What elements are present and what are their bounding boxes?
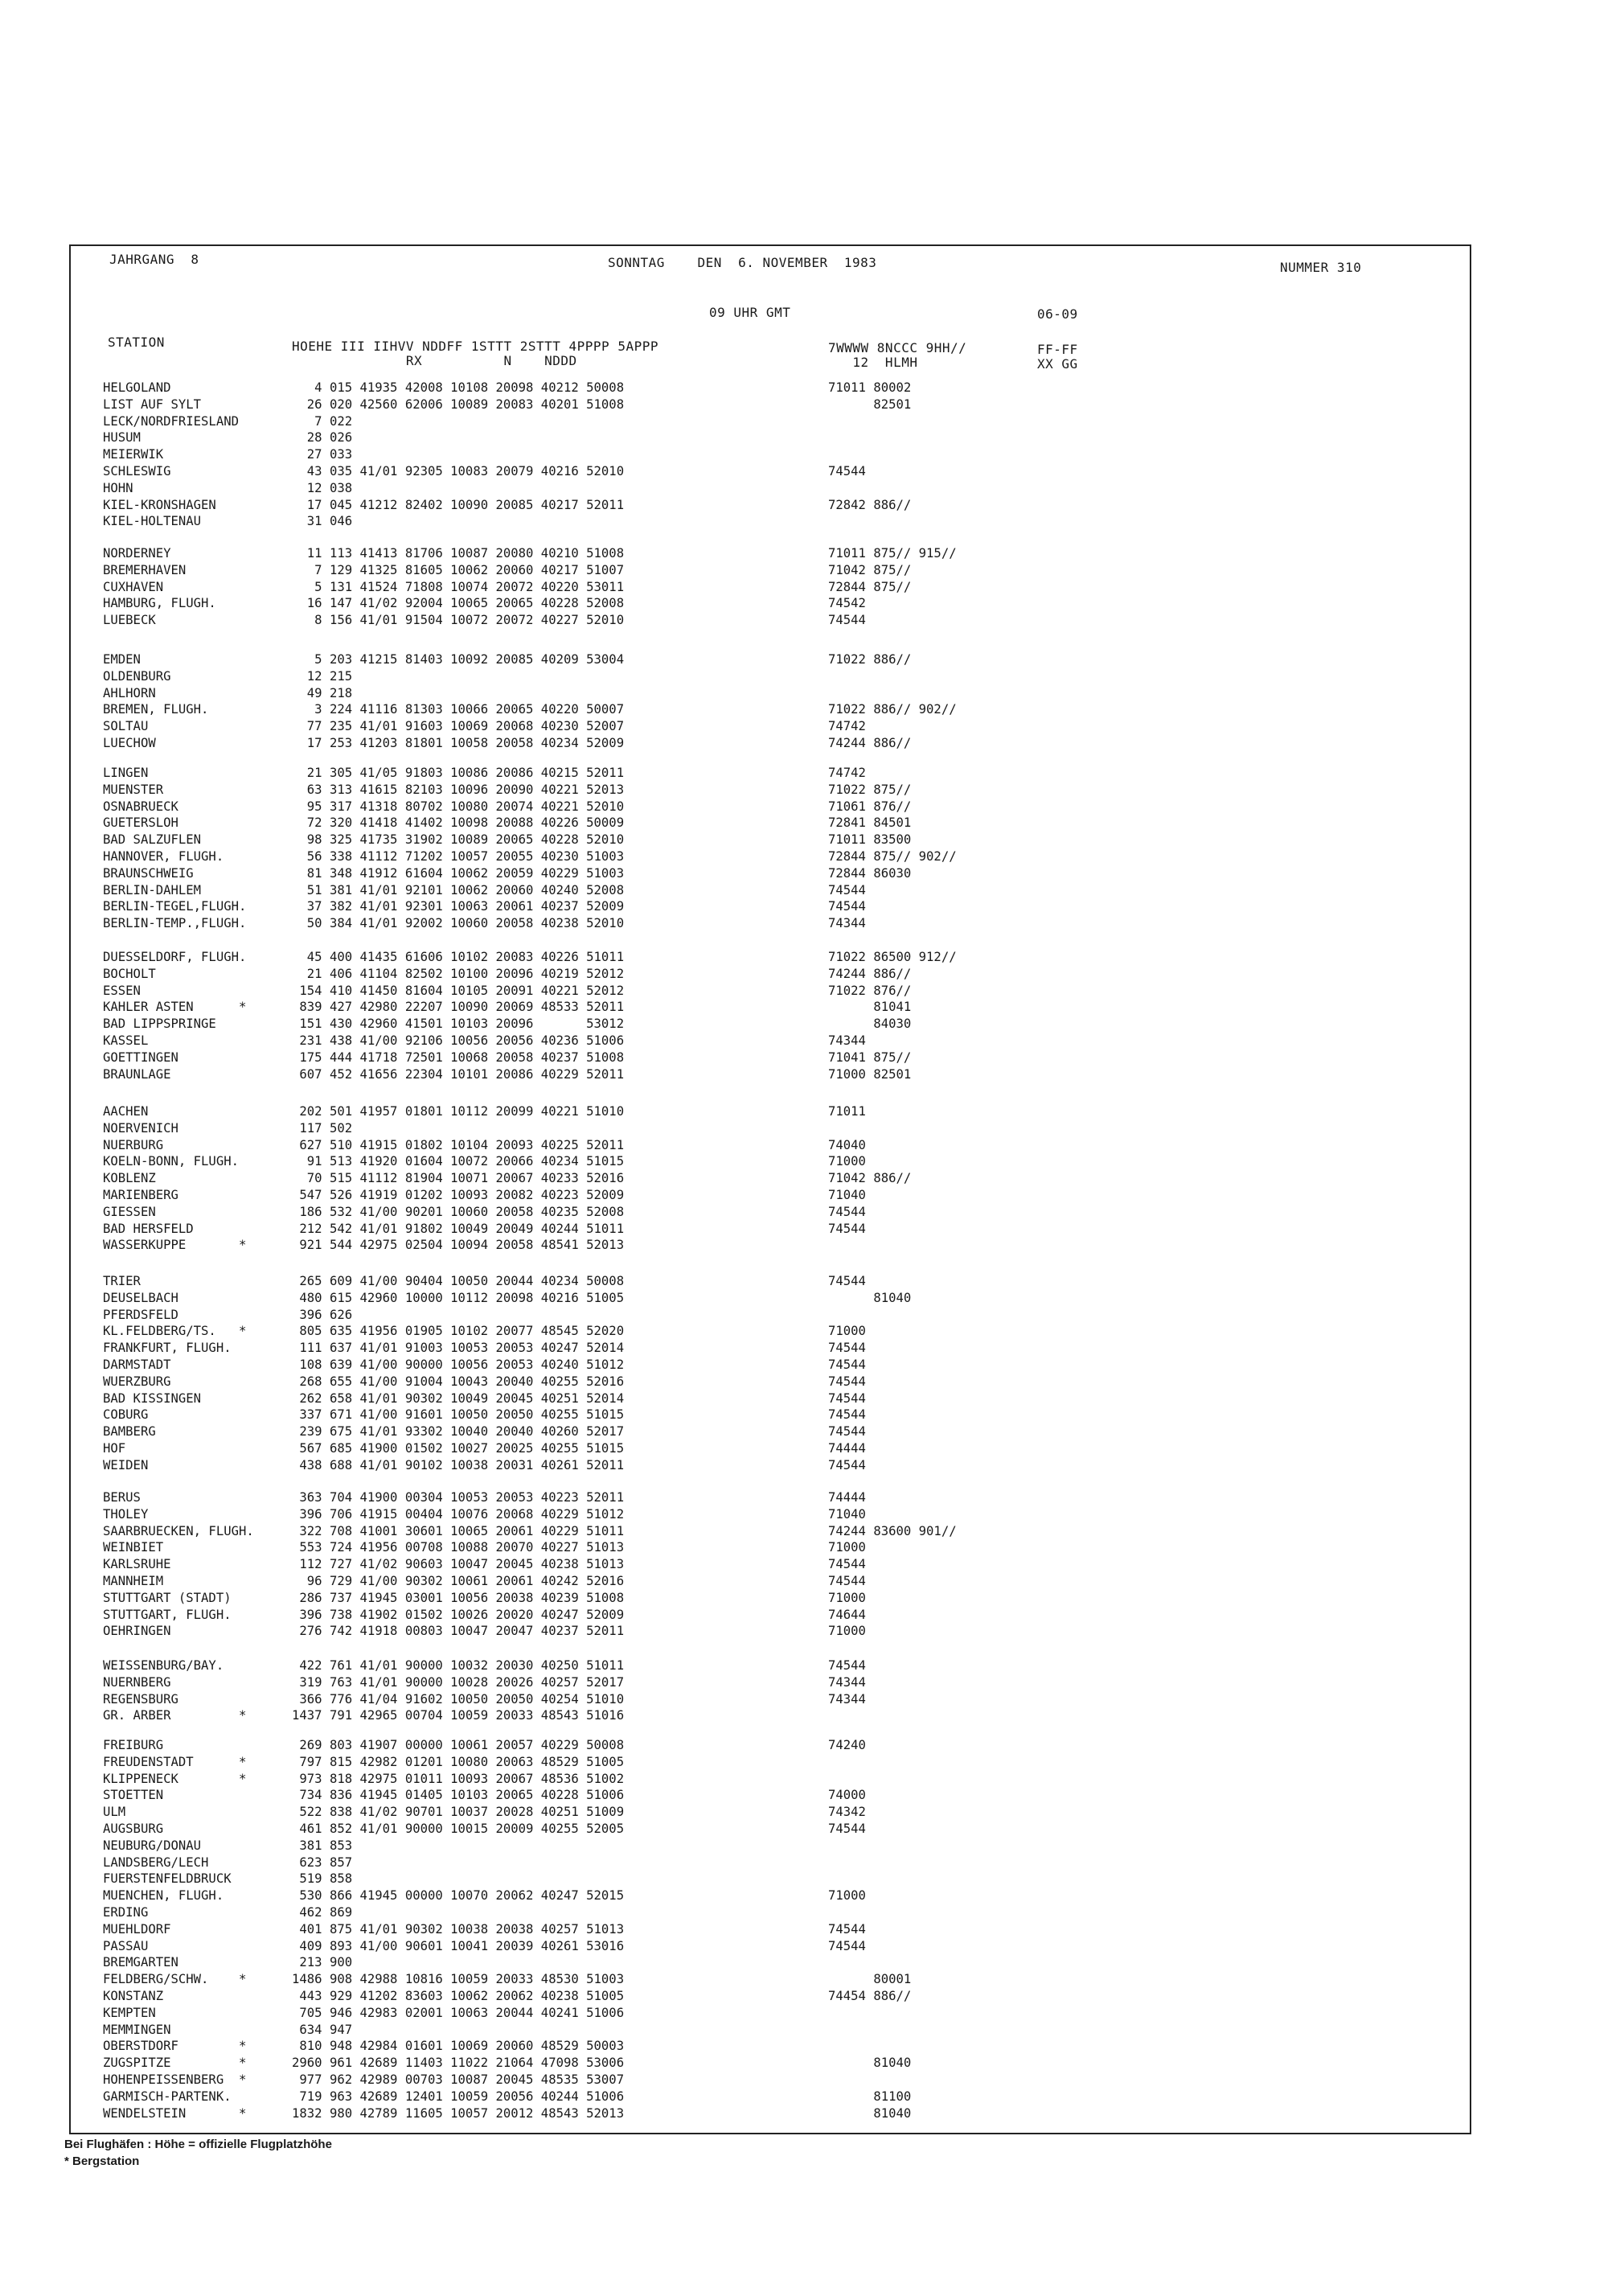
station-name: REGENSBURG (103, 1691, 178, 1707)
station-values: 921 544 42975 02504 10094 20058 48541 52013 (292, 1238, 625, 1253)
station-name: DARMSTADT (103, 1357, 171, 1372)
station-weather: 82501 (828, 396, 912, 412)
station-name: HOHN (103, 480, 133, 495)
station-values: 547 526 41919 01202 10093 20082 40223 52009 (292, 1188, 625, 1202)
station-name: GR. ARBER * (103, 1708, 247, 1723)
station-weather: 74040 (828, 1137, 866, 1152)
station-name: HUSUM (103, 430, 141, 446)
station-values: 276 742 41918 00803 10047 20047 40237 52011 (292, 1624, 625, 1639)
station-weather: 71042 875// (828, 562, 912, 577)
station-values: 977 962 42989 00703 10087 20045 48535 53007 (292, 2072, 625, 2087)
station-name: HANNOVER, FLUGH. (103, 849, 224, 864)
station-values: 21 305 41/05 91803 10086 20086 40215 52011 (292, 766, 625, 780)
volume-label: JAHRGANG 8 (109, 252, 199, 267)
station-name: GUETERSLOH (103, 815, 178, 831)
station-name: KASSEL (103, 1033, 149, 1048)
station-weather: 74544 (828, 1938, 866, 1953)
station-weather: 72844 86030 (828, 865, 912, 881)
station-values: 96 729 41/00 90302 10061 20061 40242 52016 (292, 1574, 625, 1588)
station-weather: 71042 886// (828, 1171, 912, 1186)
station-weather: 71040 (828, 1188, 866, 1202)
station-name: BREMERHAVEN (103, 562, 187, 577)
station-weather: 74454 886// (828, 1989, 912, 2003)
station-name: BERLIN-DAHLEM (103, 882, 202, 897)
station-name: MARIENBERG (103, 1188, 178, 1202)
station-values: 363 704 41900 00304 10053 20053 40223 52011 (292, 1490, 625, 1505)
footnote-mountain: * Bergstation (64, 2154, 140, 2168)
station-name: GIESSEN (103, 1204, 156, 1219)
station-values: 12 038 (292, 480, 353, 495)
col-group-header-1: HOEHE III IIHVV NDDFF 1STTT 2STTT 4PPPP 5APPP (292, 339, 658, 354)
station-weather: 81040 (828, 2105, 912, 2121)
station-name: EMDEN (103, 652, 141, 667)
station-name: HOHENPEISSENBERG * (103, 2072, 247, 2087)
station-values: 37 382 41/01 92301 10063 20061 40237 52009 (292, 899, 625, 914)
station-name: MANNHEIM (103, 1574, 164, 1588)
station-name: KOBLENZ (103, 1171, 156, 1186)
station-name: BAD LIPPSPRINGE (103, 1017, 216, 1032)
col-group-header-3: 7WWWW 8NCCC 9HH// (828, 340, 967, 355)
station-weather: 74244 886// (828, 966, 912, 981)
station-values: 839 427 42980 22207 10090 20069 48533 52011 (292, 1000, 625, 1015)
station-weather: 71011 (828, 1104, 866, 1119)
station-name: ERDING (103, 1905, 149, 1920)
station-name: OBERSTDORF * (103, 2039, 247, 2054)
station-values: 231 438 41/00 92106 10056 20056 40236 51006 (292, 1033, 625, 1048)
station-values: 117 502 (292, 1120, 353, 1136)
station-values: 91 513 41920 01604 10072 20066 40234 51015 (292, 1154, 625, 1169)
station-name: WEIDEN (103, 1457, 149, 1472)
station-values: 239 675 41/01 93302 10040 20040 40260 52017 (292, 1424, 625, 1440)
station-values: 530 866 41945 00000 10070 20062 40247 52015 (292, 1888, 625, 1904)
station-values: 5 131 41524 71808 10074 20072 40220 53011 (292, 579, 625, 594)
station-values: 337 671 41/00 91601 10050 20050 40255 51015 (292, 1407, 625, 1423)
station-values: 81 348 41912 61604 10062 20059 40229 51003 (292, 865, 625, 881)
station-name: FREIBURG (103, 1738, 164, 1752)
station-values: 213 900 (292, 1955, 353, 1970)
station-values: 607 452 41656 22304 10101 20086 40229 52011 (292, 1066, 625, 1082)
station-name: LINGEN (103, 766, 149, 780)
station-values: 634 947 (292, 2022, 353, 2037)
station-name: BAD HERSFELD (103, 1221, 194, 1236)
station-name: HOF (103, 1441, 126, 1456)
station-weather: 71022 886// 902// (828, 702, 957, 717)
station-values: 50 384 41/01 92002 10060 20058 40238 52010 (292, 916, 625, 931)
station-name: KIEL-HOLTENAU (103, 514, 202, 529)
station-values: 51 381 41/01 92101 10062 20060 40240 52008 (292, 882, 625, 897)
station-values: 381 853 (292, 1838, 353, 1853)
station-weather: 71011 80002 (828, 380, 912, 395)
period-label: 06-09 (1037, 306, 1078, 322)
station-values: 973 818 42975 01011 10093 20067 48536 51002 (292, 1771, 625, 1786)
station-values: 461 852 41/01 90000 10015 20009 40255 52005 (292, 1822, 625, 1836)
station-name: BREMEN, FLUGH. (103, 702, 209, 717)
station-weather: 71011 875// 915// (828, 546, 957, 561)
station-values: 212 542 41/01 91802 10049 20049 40244 51011 (292, 1221, 625, 1236)
station-values: 112 727 41/02 90603 10047 20045 40238 51013 (292, 1557, 625, 1572)
station-weather: 74742 (828, 719, 866, 734)
station-name: KOELN-BONN, FLUGH. (103, 1154, 239, 1169)
station-values: 175 444 41718 72501 10068 20058 40237 51008 (292, 1049, 625, 1065)
station-values: 3 224 41116 81303 10066 20065 40220 50007 (292, 702, 625, 717)
station-values: 319 763 41/01 90000 10028 20026 40257 52017 (292, 1674, 625, 1690)
station-weather: 74544 (828, 613, 866, 628)
col-group-header-5: FF-FF (1037, 342, 1078, 357)
station-values: 269 803 41907 00000 10061 20057 40229 50008 (292, 1738, 625, 1752)
station-name: OLDENBURG (103, 668, 171, 684)
station-name: BAD KISSINGEN (103, 1390, 202, 1406)
station-values: 366 776 41/04 91602 10050 20050 40254 51010 (292, 1691, 625, 1707)
station-name: KAHLER ASTEN * (103, 1000, 247, 1015)
station-values: 26 020 42560 62006 10089 20083 40201 51008 (292, 396, 625, 412)
station-name: OEHRINGEN (103, 1624, 171, 1639)
station-name: FUERSTENFELDBRUCK (103, 1871, 232, 1887)
station-values: 95 317 41318 80702 10080 20074 40221 52010 (292, 799, 625, 814)
station-values: 265 609 41/00 90404 10050 20044 40234 50008 (292, 1274, 625, 1288)
col-station-header: STATION (108, 335, 165, 350)
station-name: THOLEY (103, 1506, 149, 1522)
station-weather: 81040 (828, 2056, 912, 2071)
station-values: 11 113 41413 81706 10087 20080 40210 51008 (292, 546, 625, 561)
station-name: KEMPTEN (103, 2005, 156, 2020)
station-weather: 74544 (828, 464, 866, 479)
station-name: ESSEN (103, 983, 141, 998)
station-weather: 71061 876// (828, 799, 912, 814)
station-weather: 74544 (828, 1574, 866, 1588)
station-name: DUESSELDORF, FLUGH. (103, 950, 247, 964)
date-label: SONNTAG DEN 6. NOVEMBER 1983 (608, 255, 877, 270)
station-weather: 74542 (828, 596, 866, 611)
station-weather: 74342 (828, 1805, 866, 1820)
station-name: STOETTEN (103, 1788, 164, 1803)
station-values: 17 253 41203 81801 10058 20058 40234 52009 (292, 736, 625, 750)
station-values: 63 313 41615 82103 10096 20090 40221 52013 (292, 782, 625, 797)
station-weather: 74344 (828, 1691, 866, 1707)
station-name: ULM (103, 1805, 126, 1820)
station-name: BERUS (103, 1490, 141, 1505)
station-name: PFERDSFELD (103, 1307, 178, 1322)
station-values: 202 501 41957 01801 10112 20099 40221 51010 (292, 1104, 625, 1119)
station-weather: 71022 886// (828, 652, 912, 667)
station-name: FRANKFURT, FLUGH. (103, 1341, 232, 1356)
station-name: LUEBECK (103, 613, 156, 628)
station-weather: 71022 86500 912// (828, 950, 957, 964)
station-weather: 71000 (828, 1590, 866, 1605)
station-name: MUEHLDORF (103, 1921, 171, 1937)
station-name: SAARBRUECKEN, FLUGH. (103, 1523, 254, 1538)
station-values: 719 963 42689 12401 10059 20056 40244 51006 (292, 2089, 625, 2104)
station-values: 322 708 41001 30601 10065 20061 40229 51011 (292, 1523, 625, 1538)
station-weather: 74544 (828, 1424, 866, 1440)
station-values: 16 147 41/02 92004 10065 20065 40228 52008 (292, 596, 625, 611)
station-values: 28 026 (292, 430, 353, 446)
station-name: STUTTGART, FLUGH. (103, 1607, 232, 1622)
station-values: 70 515 41112 81904 10071 20067 40233 52016 (292, 1171, 625, 1186)
station-name: AACHEN (103, 1104, 149, 1119)
station-values: 286 737 41945 03001 10056 20038 40239 51008 (292, 1590, 625, 1605)
station-weather: 81100 (828, 2089, 912, 2104)
station-name: AUGSBURG (103, 1822, 164, 1836)
station-weather: 74544 (828, 1407, 866, 1423)
station-values: 262 658 41/01 90302 10049 20045 40251 52014 (292, 1390, 625, 1406)
station-name: STUTTGART (STADT) (103, 1590, 232, 1605)
station-name: NUERBURG (103, 1137, 164, 1152)
col-group-header-6: XX GG (1037, 356, 1078, 372)
station-values: 268 655 41/00 91004 10043 20040 40255 52016 (292, 1374, 625, 1389)
station-values: 705 946 42983 02001 10063 20044 40241 51006 (292, 2005, 625, 2020)
station-name: TRIER (103, 1274, 141, 1288)
station-weather: 71022 876// (828, 983, 912, 998)
station-weather: 74544 (828, 1374, 866, 1389)
station-name: KIEL-KRONSHAGEN (103, 497, 216, 512)
station-name: WENDELSTEIN * (103, 2105, 247, 2121)
station-name: WEINBIET (103, 1540, 164, 1555)
station-values: 4 015 41935 42008 10108 20098 40212 50008 (292, 380, 625, 395)
station-weather: 81041 (828, 1000, 912, 1015)
station-name: LECK/NORDFRIESLAND (103, 413, 239, 429)
observation-time: 09 UHR GMT (709, 305, 791, 320)
station-name: COBURG (103, 1407, 149, 1423)
station-values: 21 406 41104 82502 10100 20096 40219 52012 (292, 966, 625, 981)
station-weather: 74444 (828, 1441, 866, 1456)
station-name: HAMBURG, FLUGH. (103, 596, 216, 611)
station-values: 1486 908 42988 10816 10059 20033 48530 51003 (292, 1972, 625, 1987)
station-weather: 74544 (828, 1341, 866, 1356)
station-name: MEMMINGEN (103, 2022, 171, 2037)
station-name: FELDBERG/SCHW. * (103, 1972, 247, 1987)
station-values: 151 430 42960 41501 10103 20096 53012 (292, 1017, 625, 1032)
station-values: 7 022 (292, 413, 353, 429)
station-name: PASSAU (103, 1938, 149, 1953)
station-name: LUECHOW (103, 736, 156, 750)
station-name: KARLSRUHE (103, 1557, 171, 1572)
station-name: BOCHOLT (103, 966, 156, 981)
col-group-header-4: 12 HLMH (828, 355, 918, 370)
station-weather: 74544 (828, 1921, 866, 1937)
station-values: 111 637 41/01 91003 10053 20053 40247 52014 (292, 1341, 625, 1356)
station-weather: 72841 84501 (828, 815, 912, 831)
station-weather: 74544 (828, 882, 866, 897)
station-weather: 74344 (828, 1033, 866, 1048)
station-values: 12 215 (292, 668, 353, 684)
station-values: 438 688 41/01 90102 10038 20031 40261 52011 (292, 1457, 625, 1472)
station-weather: 72842 886// (828, 497, 912, 512)
station-name: DEUSELBACH (103, 1290, 178, 1305)
station-name: GOETTINGEN (103, 1049, 178, 1065)
station-weather: 74544 (828, 1390, 866, 1406)
col-group-header-2: RX N NDDD (292, 353, 577, 368)
station-values: 186 532 41/00 90201 10060 20058 40235 52008 (292, 1204, 625, 1219)
station-values: 43 035 41/01 92305 10083 20079 40216 52010 (292, 464, 625, 479)
station-weather: 71040 (828, 1506, 866, 1522)
station-name: NORDERNEY (103, 546, 171, 561)
station-weather: 84030 (828, 1017, 912, 1032)
station-values: 567 685 41900 01502 10027 20025 40255 51015 (292, 1441, 625, 1456)
station-values: 1437 791 42965 00704 10059 20033 48543 51016 (292, 1708, 625, 1723)
station-name: NUERNBERG (103, 1674, 171, 1690)
station-weather: 74544 (828, 1204, 866, 1219)
station-weather: 74742 (828, 766, 866, 780)
station-values: 627 510 41915 01802 10104 20093 40225 52011 (292, 1137, 625, 1152)
station-name: NEUBURG/DONAU (103, 1838, 202, 1853)
station-name: OSNABRUECK (103, 799, 178, 814)
station-name: BRAUNLAGE (103, 1066, 171, 1082)
station-name: SCHLESWIG (103, 464, 171, 479)
station-values: 27 033 (292, 447, 353, 462)
station-name: CUXHAVEN (103, 579, 164, 594)
station-values: 623 857 (292, 1854, 353, 1870)
station-name: BAD SALZUFLEN (103, 832, 202, 848)
issue-number: NUMMER 310 (1280, 260, 1362, 275)
station-values: 8 156 41/01 91504 10072 20072 40227 52010 (292, 613, 625, 628)
station-name: BREMGARTEN (103, 1955, 178, 1970)
station-name: MUENCHEN, FLUGH. (103, 1888, 224, 1904)
station-weather: 71000 82501 (828, 1066, 912, 1082)
station-weather: 71011 83500 (828, 832, 912, 848)
station-weather: 71000 (828, 1324, 866, 1339)
station-values: 734 836 41945 01405 10103 20065 40228 51006 (292, 1788, 625, 1803)
station-values: 45 400 41435 61606 10102 20083 40226 51011 (292, 950, 625, 964)
station-values: 49 218 (292, 685, 353, 700)
station-values: 810 948 42984 01601 10069 20060 48529 50003 (292, 2039, 625, 2054)
station-weather: 74444 (828, 1490, 866, 1505)
station-name: SOLTAU (103, 719, 149, 734)
station-name: NOERVENICH (103, 1120, 178, 1136)
station-name: FREUDENSTADT * (103, 1754, 247, 1769)
station-name: ZUGSPITZE * (103, 2056, 247, 2071)
station-name: LANDSBERG/LECH (103, 1854, 209, 1870)
station-values: 2960 961 42689 11403 11022 21064 47098 53006 (292, 2056, 625, 2071)
station-values: 797 815 42982 01201 10080 20063 48529 51005 (292, 1754, 625, 1769)
station-weather: 71000 (828, 1154, 866, 1169)
station-values: 519 858 (292, 1871, 353, 1887)
station-values: 77 235 41/01 91603 10069 20068 40230 52007 (292, 719, 625, 734)
station-weather: 74644 (828, 1607, 866, 1622)
station-weather: 71000 (828, 1540, 866, 1555)
station-name: HELGOLAND (103, 380, 171, 395)
station-values: 1832 980 42789 11605 10057 20012 48543 52013 (292, 2105, 625, 2121)
station-values: 17 045 41212 82402 10090 20085 40217 52011 (292, 497, 625, 512)
station-values: 396 626 (292, 1307, 353, 1322)
station-name: BERLIN-TEMP.,FLUGH. (103, 916, 247, 931)
station-name: MUENSTER (103, 782, 164, 797)
station-weather: 74000 (828, 1788, 866, 1803)
station-weather: 74544 (828, 1357, 866, 1372)
station-name: WASSERKUPPE * (103, 1238, 247, 1253)
station-weather: 81040 (828, 1290, 912, 1305)
station-name: AHLHORN (103, 685, 156, 700)
station-values: 108 639 41/00 90000 10056 20053 40240 51012 (292, 1357, 625, 1372)
station-weather: 74544 (828, 899, 866, 914)
station-values: 401 875 41/01 90302 10038 20038 40257 51013 (292, 1921, 625, 1937)
station-weather: 74544 (828, 1658, 866, 1673)
station-name: WEISSENBURG/BAY. (103, 1658, 224, 1673)
station-weather: 71000 (828, 1624, 866, 1639)
station-weather: 72844 875// (828, 579, 912, 594)
station-values: 805 635 41956 01905 10102 20077 48545 52020 (292, 1324, 625, 1339)
station-name: BERLIN-TEGEL,FLUGH. (103, 899, 247, 914)
station-values: 154 410 41450 81604 10105 20091 40221 52012 (292, 983, 625, 998)
station-weather: 74544 (828, 1457, 866, 1472)
station-name: BRAUNSCHWEIG (103, 865, 194, 881)
station-name: BAMBERG (103, 1424, 156, 1440)
station-values: 409 893 41/00 90601 10041 20039 40261 53016 (292, 1938, 625, 1953)
station-name: MEIERWIK (103, 447, 164, 462)
station-name: KL.FELDBERG/TS. * (103, 1324, 247, 1339)
footnote-airport: Bei Flughäfen : Höhe = offizielle Flugplatzhöhe (64, 2138, 332, 2151)
station-values: 56 338 41112 71202 10057 20055 40230 51003 (292, 849, 625, 864)
station-values: 462 869 (292, 1905, 353, 1920)
station-name: LIST AUF SYLT (103, 396, 202, 412)
station-name: GARMISCH-PARTENK. (103, 2089, 232, 2104)
station-weather: 71022 875// (828, 782, 912, 797)
station-values: 98 325 41735 31902 10089 20065 40228 52010 (292, 832, 625, 848)
station-weather: 74544 (828, 1822, 866, 1836)
station-name: KONSTANZ (103, 1989, 164, 2003)
station-weather: 74240 (828, 1738, 866, 1752)
station-weather: 74244 83600 901// (828, 1523, 957, 1538)
page-frame (69, 244, 1471, 2134)
station-weather: 71041 875// (828, 1049, 912, 1065)
station-values: 396 706 41915 00404 10076 20068 40229 51012 (292, 1506, 625, 1522)
station-weather: 74344 (828, 916, 866, 931)
station-weather: 74544 (828, 1557, 866, 1572)
station-values: 522 838 41/02 90701 10037 20028 40251 51009 (292, 1805, 625, 1820)
station-weather: 80001 (828, 1972, 912, 1987)
station-values: 443 929 41202 83603 10062 20062 40238 51005 (292, 1989, 625, 2003)
station-values: 422 761 41/01 90000 10032 20030 40250 51011 (292, 1658, 625, 1673)
station-values: 7 129 41325 81605 10062 20060 40217 51007 (292, 562, 625, 577)
station-name: WUERZBURG (103, 1374, 171, 1389)
station-weather: 72844 875// 902// (828, 849, 957, 864)
station-weather: 74344 (828, 1674, 866, 1690)
station-name: KLIPPENECK * (103, 1771, 247, 1786)
station-values: 5 203 41215 81403 10092 20085 40209 53004 (292, 652, 625, 667)
station-values: 396 738 41902 01502 10026 20020 40247 52009 (292, 1607, 625, 1622)
station-values: 553 724 41956 00708 10088 20070 40227 51013 (292, 1540, 625, 1555)
station-weather: 74544 (828, 1274, 866, 1288)
station-weather: 71000 (828, 1888, 866, 1904)
station-values: 72 320 41418 41402 10098 20088 40226 50009 (292, 815, 625, 831)
station-weather: 74244 886// (828, 736, 912, 750)
station-values: 480 615 42960 10000 10112 20098 40216 51005 (292, 1290, 625, 1305)
station-values: 31 046 (292, 514, 353, 529)
station-weather: 74544 (828, 1221, 866, 1236)
